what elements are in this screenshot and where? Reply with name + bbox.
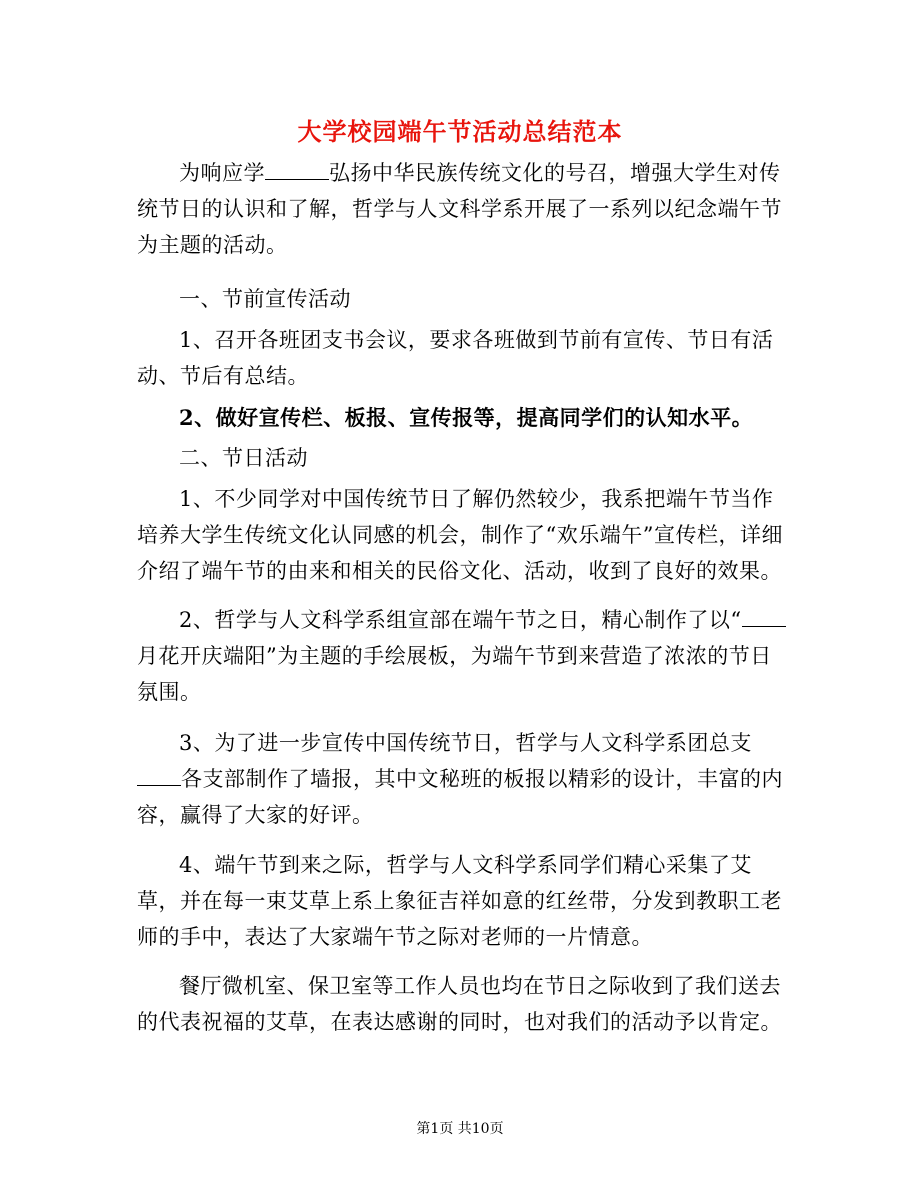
fill-blank xyxy=(265,179,329,180)
section-heading-1: 一、节前宣传活动 xyxy=(179,287,351,311)
document-title: 大学校园端午节活动总结范本 xyxy=(297,117,623,146)
item-paragraph-bold: 2、做好宣传栏、板报、宣传报等，提高同学们的认知水平。 xyxy=(179,405,754,430)
item-paragraph: 1、召开各班团支书会议，要求各班做到节前有宣传、节日有活动、节后有总结。 xyxy=(137,328,774,388)
fill-blank xyxy=(742,626,786,627)
text-span: 3、为了进一步宣传中国传统节日，哲学与人文科学系团总支 xyxy=(179,731,752,755)
page-footer: 第1页 共10页 xyxy=(416,1121,504,1137)
item-paragraph xyxy=(137,602,787,710)
closing-paragraph: 餐厅微机室、保卫室等工作人员也均在节日之际收到了我们送去的代表祝福的艾草，在表达感谢的同时，也对我们的活动予以肯定。 xyxy=(137,974,782,1034)
item-paragraph: 1、不少同学对中国传统节日了解仍然较少，我系把端午节当作培养大学生传统文化认同感的机会，制作了“欢乐端午”宣传栏，详细介绍了端午节的由来和相关的民俗文化、活动，收到了良好的效果。 xyxy=(137,487,783,583)
text-span: 月花开庆端阳”为主题的手绘展板，为端午节到来营造了浓浓的节日氛围。 xyxy=(137,644,772,704)
text-span: 各支部制作了墙报，其中文秘班的板报以精彩的设计，丰富的内容，赢得了大家的好评。 xyxy=(137,767,783,827)
text-span: 为响应学 xyxy=(179,161,265,185)
section-heading-2: 二、节日活动 xyxy=(179,446,308,470)
text-span: 2、哲学与人文科学系组宣部在端午节之日，精心制作了以“ xyxy=(179,608,742,632)
text-span: 弘扬中华民族传统文化的号召，增强大学生对传统节日的认识和了解，哲学与人文科学系开展了一系列以纪念端午节为主题的活动。 xyxy=(137,161,782,257)
item-paragraph: 4、端午节到来之际，哲学与人文科学系同学们精心采集了艾草，并在每一束艾草上系上象征吉祥如意的红丝带，分发到教职工老师的手中，表达了大家端午节之际对老师的一片情意。 xyxy=(137,853,782,949)
intro-paragraph xyxy=(137,155,787,263)
fill-blank xyxy=(137,785,181,786)
item-paragraph xyxy=(137,725,787,833)
